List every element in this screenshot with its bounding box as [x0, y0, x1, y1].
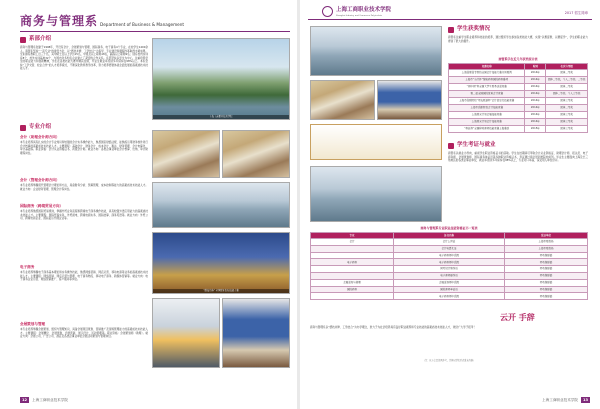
awards-table: [448, 63, 588, 133]
award-certificate-photo: [310, 124, 442, 160]
award-cell: 2014年: [525, 70, 546, 77]
square-bullet-icon: [448, 27, 454, 33]
award-cell: 2014年: [525, 119, 546, 126]
closing-text: 商务与管理系以“德技并修、工学结合”为办学理念，致力于为社会培养具有良好职业素养和专业技能的高素质技术技能人才，欢迎广大学子报考！: [310, 326, 477, 329]
award-cell: 上海星光计划会展技能竞赛: [449, 112, 525, 119]
award-cell: 2014年: [525, 91, 546, 98]
certificate-cell: 劳动保障部: [504, 266, 587, 273]
certificate-cell: [311, 245, 394, 252]
award-cell: 2014年: [525, 77, 546, 84]
school-name: 上海工商职业技术学院: [336, 7, 392, 13]
major-accounting-assistant-text: 本专业培养具有扎实的会计专业知识和较强的会计实务操作能力，熟悉国家财经法规，能熟练运用财务软件进行会计核算的高素质技术技能人才。主要课程：基础会计、财务会计、成本会计、税法、财务管理、会计电算化、审计基础等。职业资格：会计从业资格证书、初级会计师。就业方向：各类企事业单位会计核算、出纳、审计助理等岗位。: [20, 141, 148, 155]
square-bullet-icon: [20, 125, 26, 131]
square-bullet-icon: [448, 143, 454, 149]
certificate-cell: 劳动保障部: [504, 252, 587, 259]
certificate-cell: 会计电算化证: [394, 245, 505, 252]
left-page-footer: [20, 397, 68, 403]
certificate-cell: 电子商务师中高级: [394, 293, 505, 300]
certificate-cell: [311, 252, 394, 259]
footer-school: 上海工商职业技术学院: [32, 397, 68, 402]
certificate-row: [311, 245, 588, 252]
footer-school: 上海工商职业技术学院: [542, 397, 578, 402]
brochure-brand: 2017 招生简章: [564, 11, 588, 15]
certificate-cell: 劳动保障部: [504, 286, 587, 293]
certificate-cell: 国际商务: [311, 286, 394, 293]
calligraphy-motto: 云开 手辞: [500, 312, 535, 322]
award-row: [449, 112, 588, 119]
certificate-table: [310, 232, 588, 300]
section-exams-heading: 学生考证与就业: [448, 142, 496, 150]
award-row: [449, 126, 588, 133]
certificate-cell: 劳动保障部: [504, 293, 587, 300]
award-cell: “奥派杯”全国移动商务技能竞赛上海赛区: [449, 126, 525, 133]
award-ceremony-photo: [222, 298, 290, 368]
section-major-heading: 专业介绍: [20, 124, 51, 132]
award-cell: 上海市高职院校会计技能竞赛: [449, 105, 525, 112]
certificate-row: [311, 259, 588, 266]
certificate-row: [311, 279, 588, 286]
award-row: [449, 119, 588, 126]
certificate-cell: 国际商务单证员: [394, 286, 505, 293]
major-ecommerce-title: 电子商务: [20, 265, 35, 269]
certificate-cell: 会展策划师中高级: [394, 279, 505, 286]
cert-col-major: 专业: [311, 233, 394, 239]
certificate-cell: 劳动保障部: [504, 259, 587, 266]
certificate-cell: 上海市财政局: [504, 239, 587, 246]
awards-table-caption: 商管系学生近几年获奖统计表: [498, 57, 538, 61]
school-header: [308, 6, 592, 20]
certificate-cell: 上海市财政局: [504, 245, 587, 252]
award-row: [449, 91, 588, 98]
award-cell: 2015年: [525, 126, 546, 133]
award-cell: 2014年: [525, 112, 546, 119]
certificate-cell: 会展策划与管理: [311, 279, 394, 286]
major-exhibition-text: 本专业培养掌握会展策划、组织与管理知识，具备会展项目策划、营销推广及现场管理能力的高素质技术技能人才。主要课程：会展概论、会展策划、会展营销、展示设计、活动管理等。职业资格：会展策划师（助理）。就业方向：会展公司、广告公司、酒店及各类企事业单位会展活动策划与管理岗位。: [20, 328, 148, 338]
award-cell: 团体二等奖、个人三等奖: [546, 91, 588, 98]
certificate-row: [311, 272, 588, 279]
award-row: [449, 98, 588, 105]
certificate-cell: 电子商务师中高级: [394, 259, 505, 266]
major-exhibition-title: 会展策划与管理: [20, 322, 46, 326]
certificate-row: [311, 252, 588, 259]
left-page: [0, 0, 297, 409]
cert-col-issuer: 发证单位: [504, 233, 587, 239]
certificate-cell: 电子商务: [311, 259, 394, 266]
intro-text: 商务与管理系创建于1998年，开设有会计、会展策划与管理、国际商务、电子商务4个专业，在校学生1400余人。商管系坚持“一流专业”的建设方针，以“德技并修、工学结合”为指导，专业建设和课程改革取得丰硕成果。全系拥有教职工近三十名，其中硕士及以上学历15名，中级及以上职称18名，副高以上职称9名；现有校内实训室8个，校外实训基地32个，与国内众多知名企业建立了紧密的合作关系。系部坚持以学生为中心，注重培养学生的职业能力和创新精神，学生在各类技能大赛中屡获佳绩，毕业生就业率连续多年保持在98%以上。本系坚持“工学交替、校企合作”的人才培养模式，不断深化教育教学改革，努力培养德智体美全面发展的高素质技术技能人才。: [20, 46, 148, 70]
award-cell: 团体二等奖: [546, 105, 588, 112]
right-page-footer: [542, 397, 590, 403]
award-cell: 团体二等奖: [546, 70, 588, 77]
certificate-cell: 网页设计制作员: [394, 266, 505, 273]
award-row: [449, 105, 588, 112]
section-awards-heading: 学生获奖情况: [448, 26, 490, 34]
square-bullet-icon: [20, 37, 26, 43]
certificate-cell: 会计上岗证: [394, 239, 505, 246]
certificate-cell: [311, 272, 394, 279]
certificate-cell: 劳动保障部: [504, 279, 587, 286]
award-row: [449, 77, 588, 84]
certificate-cell: [311, 293, 394, 300]
awards-col-year: 时间: [525, 64, 546, 70]
certificate-row: [311, 293, 588, 300]
awards-col-competition: 竞赛名称: [449, 64, 525, 70]
right-page: [300, 0, 600, 409]
exams-text: 商管系以就业为导向，重视学生职业资格证书的获取。学生在校期间可考取会计从业资格证、助理会计师、报关员、电子商务师、会展策划师、国际商务单证员等多种职业资格证书，考证通过率位居同类院校前列。毕业生主要面向上海及长三角地区的各类企事业单位，就业率连续多年保持在98%以上，专业对口率高，深受用人单位好评。: [448, 152, 588, 162]
certificate-cell: [311, 266, 394, 273]
classroom-photo-1: [152, 130, 220, 178]
major-ecommerce-text: 本专业培养掌握电子商务基本理论和实务操作技能，熟悉网络营销、网店运营、移动电商等业务的高素质技术技能人才。主要课程：网络营销、网店运营与管理、电子商务物流、移动电子商务、新媒体营销等。就业方向：电子商务企业运营、网络营销推广、客户服务等岗位。: [20, 271, 148, 281]
cert-col-certificate: 证书名称: [394, 233, 505, 239]
department-title: 商务与管理系: [20, 13, 99, 28]
award-cell: 团体三等奖: [546, 126, 588, 133]
awards-col-rank: 名次与等级: [546, 64, 588, 70]
training-center-photo: [310, 166, 442, 222]
award-cell: 2014年: [525, 98, 546, 105]
award-cell: 团体三等奖: [546, 112, 588, 119]
certificate-cell: 劳动保障部: [504, 272, 587, 279]
award-cell: 团体二等奖: [546, 84, 588, 91]
award-cell: 上海市“当代杯”智能商务国际商务赛项: [449, 77, 525, 84]
award-cell: 上海星光计划会计技能竞赛: [449, 119, 525, 126]
department-header: [20, 14, 290, 32]
campus-lake-photo: [152, 38, 290, 120]
computer-lab-photo: [310, 26, 442, 76]
award-cell: 2014年: [525, 84, 546, 91]
award-cell: 团体二等奖，个人二等奖、二等奖: [546, 77, 588, 84]
student-activity-photo-2: [377, 80, 442, 120]
certificate-table-caption: 商务与管理系专业职业技能资格证书一览表: [420, 226, 478, 230]
major-international-business-title: 国际商务（跨境贸易方向）: [20, 204, 64, 208]
major-accounting-assistant-title: 会计（助理会计师方向）: [20, 135, 60, 139]
exhibition-booth-photo: [152, 298, 220, 368]
awards-text: 商管系注重学生职业素养和技能的培养，通过组织学生参加各类技能大赛，实现“以赛促教、以赛促学”，学生的职业能力得到了很大的提升。: [448, 36, 588, 43]
award-cell: 上海高职高专院校全国会计技能大赛实训案例: [449, 70, 525, 77]
certificate-row: [311, 286, 588, 293]
page-number: 12: [22, 397, 28, 402]
award-cell: 团体三等奖: [546, 119, 588, 126]
certificate-cell: 电子商务操作员: [394, 272, 505, 279]
award-cell: 团体三等奖: [546, 98, 588, 105]
award-cell: 第二届全国国际贸易会计竞赛: [449, 91, 525, 98]
school-logo-icon: [322, 6, 333, 17]
certificate-row: [311, 239, 588, 246]
certificate-cell: 电子商务师中高级: [394, 252, 505, 259]
award-row: [449, 70, 588, 77]
major-accounting-management-title: 会计（管理会计师方向）: [20, 178, 60, 182]
footnote: （注：以上信息仅供参考，具体以学院正式发布为准）: [422, 359, 476, 362]
certificate-cell: 会计: [311, 239, 394, 246]
page-number: 13: [582, 397, 588, 402]
major-international-business-text: 本专业培养熟悉国际贸易规则，掌握外贸业务流程和跨境电子商务操作技能，具有较强外语应用能力的高素质技术技能人才。主要课程：国际贸易实务、外贸函电、跨境电商实务、国际结算、商务英语等。就业方向：外贸公司、跨境电商企业、国际货运代理企业等。: [20, 210, 148, 220]
training-room-photo: [152, 182, 290, 228]
school-name-en: Shanghai Industry and Commerce Polytechnic: [336, 14, 383, 17]
classroom-photo-2: [222, 130, 290, 178]
student-activity-photo-1: [310, 80, 375, 120]
photo-caption: 上海工商职业技术学院: [153, 115, 289, 119]
major-accounting-management-text: 本专业培养掌握现代管理会计理论和方法，具备财务分析、预算管理、成本控制等能力的高素质技术技能人才。就业方向：企业财务管理、管理会计等岗位。: [20, 184, 148, 191]
award-cell: “网中网”杯全国大学生财务决策竞赛: [449, 84, 525, 91]
department-title-en: Department of Business & Management: [100, 22, 185, 28]
skills-contest-stage-photo: [152, 232, 290, 294]
section-intro-heading: 系部介绍: [20, 36, 51, 44]
award-cell: 上海市高职院校“用友新道杯”会计信息化技能竞赛: [449, 98, 525, 105]
award-cell: 2014年: [525, 105, 546, 112]
photo-caption: “德技并修” 全国职业院校技能大赛: [153, 289, 289, 293]
award-row: [449, 84, 588, 91]
certificate-row: [311, 266, 588, 273]
